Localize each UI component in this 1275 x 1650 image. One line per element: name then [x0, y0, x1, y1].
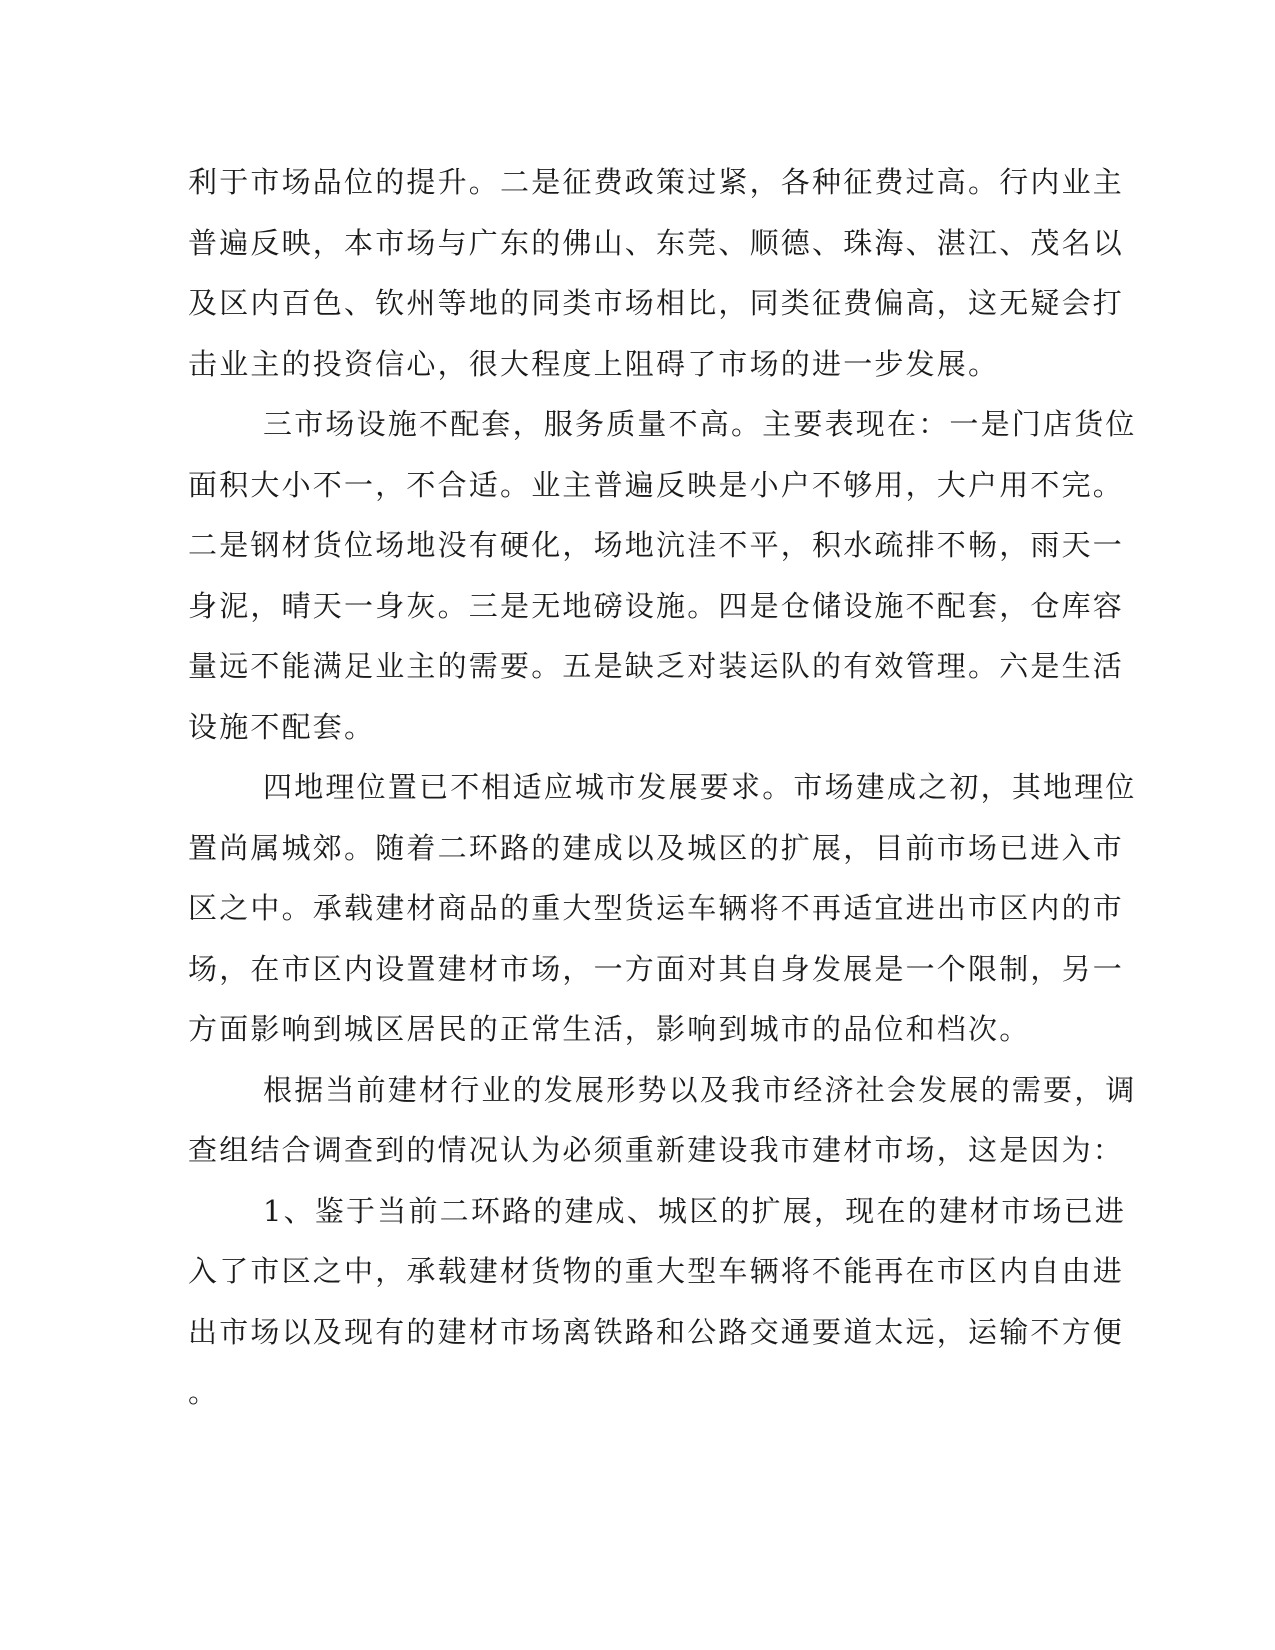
text-line: 利于市场品位的提升。二是征费政策过紧，各种征费过高。行内业主	[188, 165, 1125, 199]
text-line: 二是钢材货位场地没有硬化，场地沆洼不平，积水疏排不畅，雨天一	[188, 528, 1125, 562]
text-line: 普遍反映，本市场与广东的佛山、东莞、顺德、珠海、湛江、茂名以	[188, 225, 1125, 260]
text-line: 置尚属城郊。随着二环路的建成以及城区的扩展，目前市场已进入市	[188, 830, 1125, 865]
text-line: 出市场以及现有的建材市场离铁路和公路交通要道太远，运输不方便	[188, 1314, 1125, 1349]
paragraph-start-line: 四地理位置已不相适应城市发展要求。市场建成之初，其地理位	[263, 770, 1137, 804]
paragraph-start-line: 根据当前建材行业的发展形势以及我市经济社会发展的需要，调	[263, 1072, 1137, 1107]
text-line: 量远不能满足业主的需要。五是缺乏对装运队的有效管理。六是生活	[188, 649, 1125, 683]
text-line: 及区内百色、钦州等地的同类市场相比，同类征费偏高，这无疑会打	[188, 286, 1125, 320]
text-line: 面积大小不一，不合适。业主普遍反映是小户不够用，大户用不完。	[188, 467, 1125, 502]
text-line: 身泥，晴天一身灰。三是无地磅设施。四是仓储设施不配套，仓库容	[188, 588, 1125, 623]
document-body	[188, 152, 1137, 1423]
text-line: 。	[188, 1375, 220, 1409]
paragraph-start-line: 1、鉴于当前二环路的建成、城区的扩展，现在的建材市场已进	[263, 1193, 1127, 1228]
text-line: 击业主的投资信心，很大程度上阻碍了市场的进一步发展。	[188, 346, 1000, 381]
text-line: 方面影响到城区居民的正常生活，影响到城市的品位和档次。	[188, 1012, 1031, 1046]
text-line: 区之中。承载建材商品的重大型货运车辆将不再适宜进出市区内的市	[188, 891, 1125, 925]
text-line: 场，在市区内设置建材市场，一方面对其自身发展是一个限制，另一	[188, 951, 1125, 986]
text-line: 设施不配套。	[188, 709, 376, 744]
paragraph-start-line: 三市场设施不配套，服务质量不高。主要表现在：一是门店货位	[263, 407, 1137, 441]
text-line: 查组结合调查到的情况认为必须重新建设我市建材市场，这是因为：	[188, 1133, 1125, 1167]
text-line: 入了市区之中，承载建材货物的重大型车辆将不能再在市区内自由进	[188, 1254, 1125, 1288]
